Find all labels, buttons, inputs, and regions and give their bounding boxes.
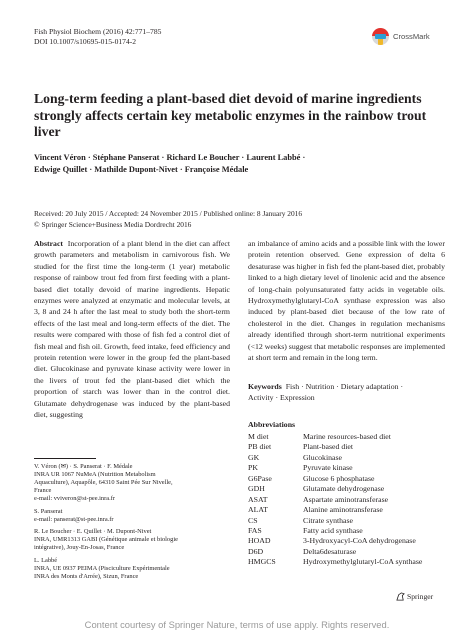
- affiliation-line: Aquaculture), Aquapôle, 64310 Saint Pée Sur Nivelle,: [34, 479, 173, 487]
- affiliation-names: L. Labbé: [34, 557, 58, 564]
- abbreviation-term: ALAT: [248, 505, 268, 515]
- abbreviation-term: FAS: [248, 525, 262, 535]
- copyright-line: © Springer Science+Business Media Dordrecht 2016: [34, 219, 192, 229]
- affiliation-names: V. Véron (✉) · S. Panserat · F. Médale: [34, 463, 133, 470]
- footnote-divider: [34, 458, 96, 459]
- keywords-line-1: Fish · Nutrition · Dietary adaptation ·: [285, 382, 404, 391]
- abbreviation-definition: Aspartate aminotransferase: [303, 494, 389, 504]
- springer-logo: [396, 592, 433, 601]
- abbreviation-definition: Delta6desaturase: [303, 546, 357, 556]
- affiliation-4: [34, 557, 234, 581]
- publication-dates: [34, 209, 302, 230]
- affiliation-line: INRA, UMR1313 GABI (Génétique animale et biologie: [34, 536, 178, 544]
- crossmark-badge[interactable]: [372, 27, 446, 45]
- abbreviation-term: HMGCS: [248, 557, 276, 567]
- affiliation-names: R. Le Boucher · E. Quillet · M. Dupont-Nivet: [34, 528, 152, 535]
- crossmark-label: CrossMark: [393, 31, 430, 41]
- abbreviation-definition: Citrate synthase: [303, 515, 354, 525]
- abbreviation-row: [248, 495, 445, 505]
- abbreviation-term: PB diet: [248, 442, 272, 452]
- abbreviation-definition: Marine resources-based diet: [303, 432, 391, 441]
- abbreviation-row: [248, 453, 445, 463]
- abbreviation-term: HOAD: [248, 536, 271, 546]
- affiliation-line: intégrative), Jouy-En-Josas, France: [34, 544, 125, 552]
- abbreviation-row: [248, 557, 445, 567]
- affiliation-1: [34, 463, 234, 503]
- abbreviation-row: [248, 516, 445, 526]
- abbreviation-definition: Plant-based diet: [303, 442, 354, 452]
- affiliation-names: S. Panserat: [34, 508, 63, 515]
- abbreviation-row: [248, 536, 445, 546]
- article-title: Long-term feeding a plant-based diet devoid of marine ingredients strongly affects certain key metabolic enzymes in the rainbow trout liver: [34, 91, 427, 139]
- abbreviation-row: [248, 484, 445, 494]
- abbreviation-term: G6Pase: [248, 473, 272, 483]
- affiliation-2: [34, 508, 234, 524]
- abbreviation-row: [248, 474, 445, 484]
- keywords-line-2: Activity · Expression: [248, 393, 315, 403]
- author-list: [34, 152, 434, 176]
- abbreviation-definition: Hydroxymethylglutaryl-CoA synthase: [303, 557, 423, 567]
- affiliation-line: INRA des Monts d'Arrée), Sizun, France: [34, 573, 139, 581]
- abbreviation-row: [248, 526, 445, 536]
- abbreviation-term: D6D: [248, 546, 264, 556]
- journal-citation: [34, 27, 161, 47]
- abbreviation-row: [248, 432, 445, 442]
- abbreviations-list: [248, 432, 445, 568]
- keywords-label: Keywords: [248, 382, 282, 391]
- affiliation-email[interactable]: e-mail: panserat@st-pee.inra.fr: [34, 516, 114, 524]
- springer-horse-icon: [396, 592, 405, 601]
- courtesy-footer: Content courtesy of Springer Nature, terms of use apply. Rights reserved.: [84, 619, 390, 630]
- journal-line: Fish Physiol Biochem (2016) 42:771–785: [34, 27, 162, 36]
- abbreviation-definition: Alanine aminotransferase: [303, 505, 383, 515]
- abstract-text-right: an imbalance of amino acids and a possible link with the lower protein retention observed. Gene expression of delta 6 desaturase was higher in fish fed the plant-based diet, probably linked to a high dietary level of linolenic acid and the absence of long-chain polyunsaturated fatty acids in vegetable oils. Hydroxymethylglutaryl-CoA synthase expression was also induced by plant-based diet because of the low rate of cholesterol in the diet. Changes in regulation mechanisms already identified through short-term nutritional experiments (<12 weeks) suggest that metabolic responses are implemented at short term and remain in the long term.: [248, 239, 445, 363]
- affiliation-3: [34, 528, 234, 552]
- abbreviation-definition: Glutamate dehydrogenase: [303, 484, 385, 494]
- abstract-left-column: [34, 238, 230, 421]
- received-line: Received: 20 July 2015 / Accepted: 24 November 2015 / Published online: 8 January 2016: [34, 209, 303, 218]
- affiliation-line: INRA, UE 0937 PEIMA (Pisciculture Expérimentale: [34, 565, 170, 573]
- abbreviation-definition: Pyruvate kinase: [303, 463, 353, 473]
- abbreviation-term: GDH: [248, 484, 265, 494]
- abbreviation-term: PK: [248, 463, 258, 473]
- abstract-right-column: [248, 238, 445, 363]
- abbreviation-row: [248, 442, 445, 452]
- abstract-text-left: Incorporation of a plant blend in the diet can affect growth parameters and metabolism in carnivorous fish. We studied for the first time the long-term (1 year) metabolic response of rainbow trout fed from first feeding with a plant-based diet totally devoid of marine ingredients. Hepatic enzymes were analyzed at enzymatic and molecular levels, at 3, 8 and 24 h after the last meal to study both the short-term effects of the last meal and long-term effects of the diet. The results were compared with those of fish fed a control diet of fish meal and fish oil. Growth, feed intake, feed efficiency and protein retention were lower in the group fed the plant-based diet. Glucokinase and pyruvate kinase activity were lower in the livers of trout fed the plant-based diet which the proportion of starch was lower than in the control diet. Glutamate dehydrogenase was induced by the plant-based diet, suggesting: [34, 239, 231, 420]
- doi-line: DOI 10.1007/s10695-015-0174-2: [34, 37, 137, 46]
- abbreviations-title: Abbreviations: [248, 420, 296, 429]
- abbreviation-term: CS: [248, 515, 258, 525]
- authors-line-2: Edwige Quillet · Mathilde Dupont-Nivet · Françoise Médale: [34, 165, 249, 174]
- abbreviation-row: [248, 547, 445, 557]
- affiliation-line: France: [34, 487, 52, 495]
- affiliation-line: INRA UR 1067 NuMeA (Nutrition Metabolism: [34, 471, 156, 479]
- abbreviation-term: ASAT: [248, 494, 268, 504]
- abbreviation-row: [248, 505, 445, 515]
- springer-label: Springer: [407, 592, 434, 601]
- authors-line-1: Vincent Véron · Stéphane Panserat · Richard Le Boucher · Laurent Labbé ·: [34, 153, 306, 162]
- abstract-label: Abstract: [34, 239, 64, 248]
- abbreviation-definition: 3-Hydroxyacyl-CoA dehydrogenase: [303, 536, 416, 546]
- abbreviation-definition: Glucose 6 phosphatase: [303, 473, 375, 483]
- abbreviation-definition: Glucokinase: [303, 452, 342, 462]
- crossmark-icon: [372, 28, 389, 45]
- abbreviation-row: [248, 463, 445, 473]
- affiliation-email[interactable]: e-mail: vviveron@st-pee.inra.fr: [34, 495, 115, 503]
- keywords: [248, 381, 445, 404]
- abbreviation-term: M diet: [248, 432, 269, 441]
- abbreviation-definition: Fatty acid synthase: [303, 525, 363, 535]
- abbreviation-term: GK: [248, 452, 260, 462]
